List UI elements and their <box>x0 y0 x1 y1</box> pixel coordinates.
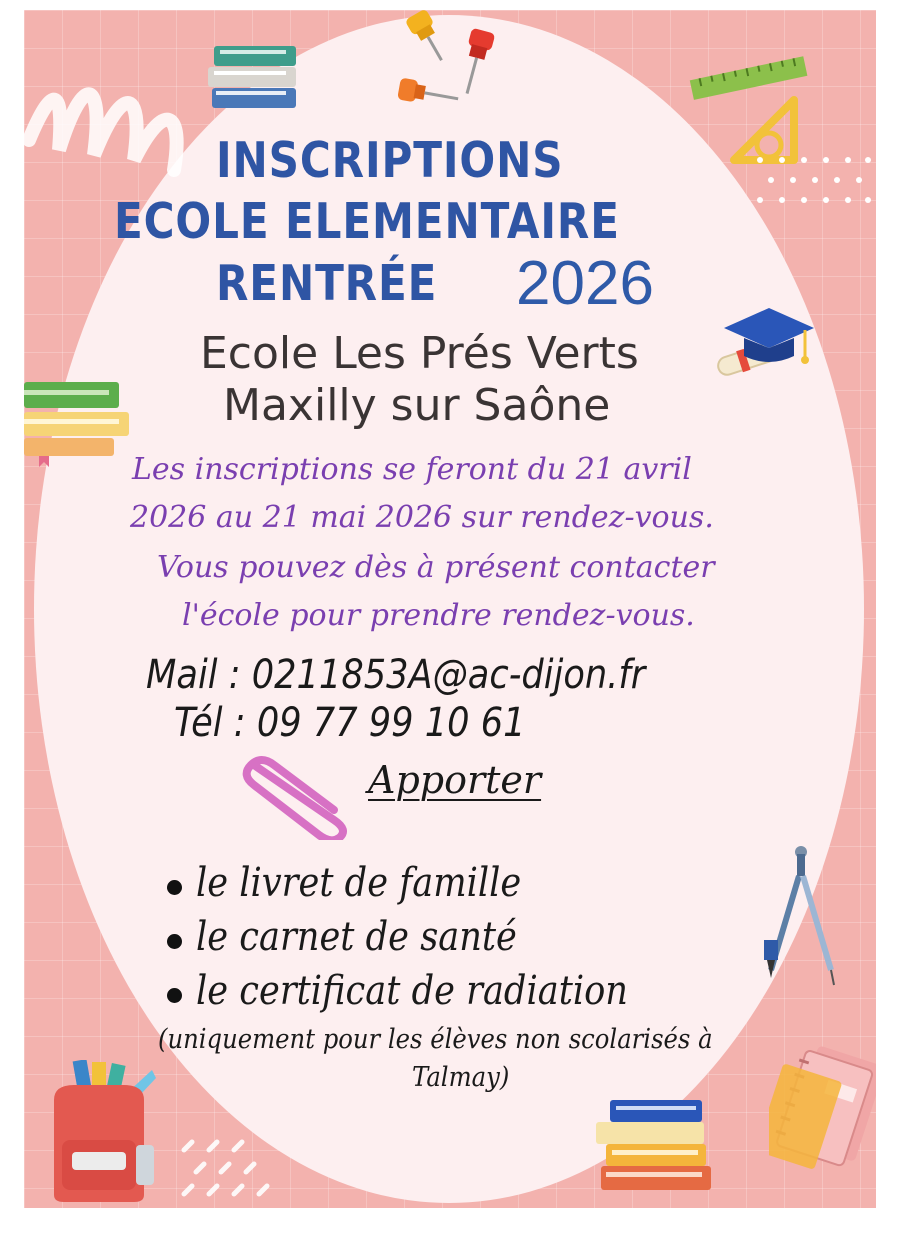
info-line-3: Vous pouvez dès à présent contacter <box>157 550 715 585</box>
title-line-2: ECOLE ELEMENTAIRE <box>114 193 620 250</box>
book-stack-icon <box>24 372 134 467</box>
bullet-dot <box>167 934 182 949</box>
paperclip-icon <box>239 740 359 840</box>
graduation-cap-icon <box>709 300 819 390</box>
compass-icon <box>759 840 839 990</box>
brush-scribble-icon <box>24 60 224 190</box>
title-line-1: INSCRIPTIONS <box>216 132 564 189</box>
bring-heading: Apporter <box>368 758 542 802</box>
note-line-1: (uniquement pour les élèves non scolarisés à <box>158 1024 713 1055</box>
dash-pattern-icon <box>174 1130 304 1208</box>
school-location: Maxilly sur Saône <box>223 380 611 431</box>
contact-phone: Tél : 09 77 99 10 61 <box>174 700 526 746</box>
book-stack-icon <box>204 40 304 115</box>
note-line-2: Talmay) <box>412 1062 510 1093</box>
backpack-icon <box>34 1060 169 1205</box>
info-line-1: Les inscriptions se feront du 21 avril <box>132 452 692 487</box>
bullet-dot <box>167 988 182 1003</box>
notebook-icon <box>769 1040 876 1180</box>
pushpin-icon <box>384 10 514 120</box>
bring-item-1: le livret de famille <box>196 860 522 906</box>
school-name: Ecole Les Prés Verts <box>200 328 639 379</box>
bullet-dot <box>167 880 182 895</box>
info-line-4: l'école pour prendre rendez-vous. <box>182 598 695 633</box>
dot-pattern-icon <box>752 150 872 220</box>
info-line-2: 2026 au 21 mai 2026 sur rendez-vous. <box>130 500 714 535</box>
contact-mail: Mail : 0211853A@ac-dijon.fr <box>146 652 646 698</box>
book-stack-icon <box>596 1100 716 1195</box>
bring-item-3: le certificat de radiation <box>196 968 628 1014</box>
title-line-3: RENTRÉE <box>216 255 438 312</box>
bring-item-2: le carnet de santé <box>196 914 517 960</box>
flyer <box>24 10 876 1208</box>
title-year: 2026 <box>516 249 654 318</box>
